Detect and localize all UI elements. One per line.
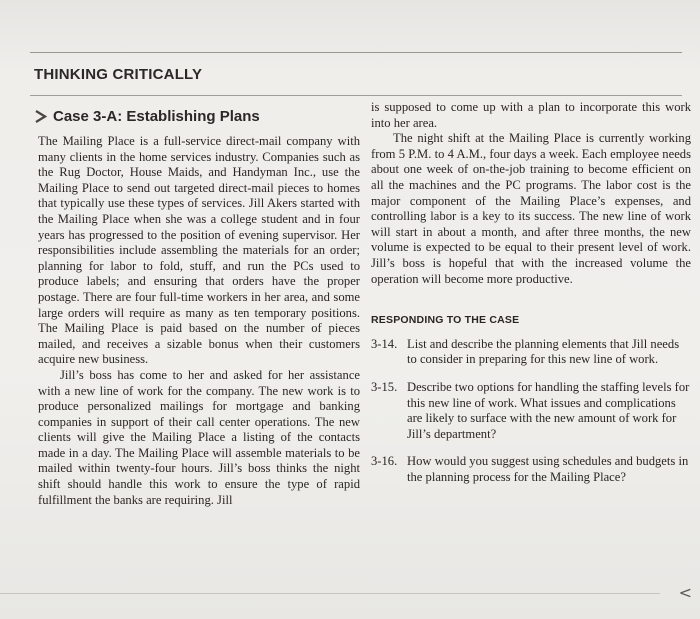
chevron-left-icon[interactable]: < xyxy=(678,583,692,602)
section-title: THINKING CRITICALLY xyxy=(34,66,203,83)
question-item xyxy=(371,380,691,442)
question-text: Describe two options for handling the staffing levels for this new line of work. What issues and complications are likely to surface with the new amount of work for Jill’s department? xyxy=(407,379,690,441)
case-paragraph: The night shift at the Mailing Place is currently working from 5 P.M. to 4 A.M., four days a week. Each employee needs about one week of on-the-job training to become efficient on all the machines and the PC programs. The labor cost is the major component of the Mailing Place’s expenses, and controlling labor is a key to its success. The new line of work will start in about a month, and after three months, the new volume is expected to be equal to their present level of work. Jill’s boss is hopeful that with the increased volume the operation will become more productive. xyxy=(371,131,691,286)
case-heading xyxy=(34,108,260,125)
top-divider xyxy=(30,52,682,53)
question-item xyxy=(371,454,691,485)
question-item xyxy=(371,337,691,368)
case-paragraph: Jill’s boss has come to her and asked for her assistance with a new line of work for the company. The new work is to produce personalized mailings for mortgage and banking companies in support of their call center operations. The new clients will give the Mailing Place a listing of the contacts made in a day. The Mailing Place will assemble materials to be mailed within twenty-four hours. Jill’s boss thinks the night shift should handle this work to ensure the type of rapid fulfillment the banks are requiring. Jill xyxy=(38,367,360,507)
case-paragraph: The Mailing Place is a full-service direct-mail company with many clients in the home services industry. Companies such as the Rug Doctor, House Maids, and Handyman Inc., use the Mailing Place to send out targeted direct-mail pieces to homes that typically use these types of services. Jill Akers started with the Mailing Place when she was a college student and in four years has progressed to the position of evening supervisor. Her responsibilities include assembling the materials for an order; planning for labor to fold, stuff, and run the PCs used to produce labels; and ensuring that orders have the proper postage. There are four full-time workers in her area, and some large orders will require as many as ten temporary positions. The Mailing Place is paid based on the number of pieces mailed, and receives a sizable bonus when their customers acquire new business. xyxy=(38,134,360,367)
question-number: 3-14. xyxy=(371,336,398,351)
question-number: 3-15. xyxy=(371,379,398,394)
question-text: List and describe the planning elements that Jill needs to consider in preparing for this new line of work. xyxy=(407,336,680,367)
right-column xyxy=(371,100,691,497)
case-title: Case 3-A: Establishing Plans xyxy=(53,108,260,125)
left-column xyxy=(38,134,360,508)
question-text: How would you suggest using schedules and budgets in the planning process for the Mailing Place? xyxy=(407,454,689,484)
case-paragraph: is supposed to come up with a plan to incorporate this work into her area. xyxy=(371,100,691,130)
bottom-divider xyxy=(0,593,660,594)
arrow-right-icon xyxy=(34,110,47,123)
header-divider xyxy=(30,95,682,96)
responding-heading: RESPONDING TO THE CASE xyxy=(371,314,520,327)
question-number: 3-16. xyxy=(371,454,398,469)
